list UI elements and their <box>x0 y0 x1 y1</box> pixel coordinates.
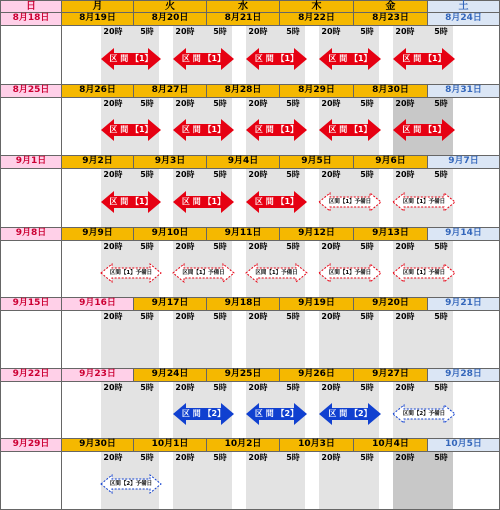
date-cell: 9月14日 <box>427 227 500 241</box>
weekday-header: 水 <box>206 0 280 13</box>
time-label-20: 20時 <box>103 453 123 462</box>
reserve-day-label: 区間【1】予備日 <box>109 270 153 276</box>
reserve-day-label: 区間【1】予備日 <box>182 270 225 276</box>
closure-section-label: 区 間 【1】 <box>254 197 299 206</box>
time-label-5: 5時 <box>213 453 227 462</box>
time-label-5: 5時 <box>360 99 374 108</box>
closure-section-label: 区 間 【1】 <box>181 197 226 206</box>
closure-section-label: 区 間 【1】 <box>181 54 226 63</box>
time-label-5: 5時 <box>360 27 374 36</box>
closure-section-label: 区 間 【2】 <box>328 409 372 418</box>
date-cell: 9月8日 <box>0 227 62 241</box>
time-label-5: 5時 <box>140 453 154 462</box>
weekday-header: 木 <box>279 0 354 13</box>
weekday-header: 金 <box>353 0 428 13</box>
closure-section-label: 区 間 【1】 <box>109 54 153 63</box>
time-label-20: 20時 <box>395 27 415 36</box>
time-label-5: 5時 <box>213 312 227 321</box>
date-cell: 9月21日 <box>427 297 500 311</box>
reserve-day-label: 区間【1】予備日 <box>402 270 446 276</box>
date-cell: 8月26日 <box>61 84 134 98</box>
closure-section-label: 区 間 【1】 <box>328 125 372 134</box>
closure-section-label: 区 間 【1】 <box>402 125 446 134</box>
time-label-20: 20時 <box>321 453 341 462</box>
time-label-20: 20時 <box>103 312 123 321</box>
date-cell: 9月12日 <box>279 227 354 241</box>
time-label-5: 5時 <box>213 27 227 36</box>
time-label-5: 5時 <box>360 170 374 179</box>
date-cell: 9月2日 <box>61 155 134 169</box>
time-label-5: 5時 <box>213 383 227 392</box>
closure-arrows-layer <box>0 451 500 509</box>
time-label-20: 20時 <box>248 170 268 179</box>
time-label-20: 20時 <box>395 453 415 462</box>
time-label-5: 5時 <box>140 312 154 321</box>
date-cell: 8月28日 <box>206 84 280 98</box>
time-label-5: 5時 <box>286 453 300 462</box>
date-cell: 9月25日 <box>206 368 280 382</box>
date-cell: 9月30日 <box>61 438 134 452</box>
weekday-header: 日 <box>0 0 62 13</box>
reserve-day-label: 区間【1】予備日 <box>328 270 372 276</box>
date-cell: 9月23日 <box>61 368 134 382</box>
time-label-5: 5時 <box>286 27 300 36</box>
time-label-20: 20時 <box>175 383 195 392</box>
time-label-5: 5時 <box>286 170 300 179</box>
time-label-20: 20時 <box>103 242 123 251</box>
time-label-5: 5時 <box>140 242 154 251</box>
time-label-20: 20時 <box>248 383 268 392</box>
date-cell: 8月30日 <box>353 84 428 98</box>
time-label-20: 20時 <box>175 27 195 36</box>
time-label-5: 5時 <box>434 99 448 108</box>
date-cell: 9月1日 <box>0 155 62 169</box>
date-cell: 10月3日 <box>279 438 354 452</box>
date-cell: 9月27日 <box>353 368 428 382</box>
weekday-header: 月 <box>61 0 134 13</box>
date-cell: 9月16日 <box>61 297 134 311</box>
time-label-20: 20時 <box>395 242 415 251</box>
time-label-5: 5時 <box>286 99 300 108</box>
date-cell: 8月19日 <box>61 12 134 26</box>
date-cell: 9月20日 <box>353 297 428 311</box>
time-label-20: 20時 <box>175 170 195 179</box>
date-cell: 9月11日 <box>206 227 280 241</box>
reserve-day-label: 区間【1】予備日 <box>255 270 298 276</box>
time-label-20: 20時 <box>321 99 341 108</box>
date-cell: 9月19日 <box>279 297 354 311</box>
time-label-20: 20時 <box>395 312 415 321</box>
weekday-header: 火 <box>133 0 207 13</box>
time-label-20: 20時 <box>248 453 268 462</box>
date-cell: 9月24日 <box>133 368 207 382</box>
closure-section-label: 区 間 【1】 <box>109 125 153 134</box>
time-label-5: 5時 <box>213 99 227 108</box>
time-label-5: 5時 <box>213 170 227 179</box>
time-label-20: 20時 <box>175 453 195 462</box>
time-label-5: 5時 <box>434 453 448 462</box>
time-label-5: 5時 <box>434 242 448 251</box>
time-label-5: 5時 <box>286 312 300 321</box>
time-label-5: 5時 <box>140 27 154 36</box>
date-cell: 9月26日 <box>279 368 354 382</box>
date-cell: 8月27日 <box>133 84 207 98</box>
closure-section-label: 区 間 【2】 <box>254 409 299 418</box>
date-cell: 9月6日 <box>353 155 428 169</box>
date-cell: 9月3日 <box>133 155 207 169</box>
time-label-20: 20時 <box>175 242 195 251</box>
reserve-day-label: 区間【2】予備日 <box>402 411 446 417</box>
time-label-20: 20時 <box>103 383 123 392</box>
date-cell: 9月15日 <box>0 297 62 311</box>
time-label-5: 5時 <box>434 312 448 321</box>
date-cell: 8月22日 <box>279 12 354 26</box>
date-cell: 8月21日 <box>206 12 280 26</box>
time-label-20: 20時 <box>175 99 195 108</box>
date-cell: 8月18日 <box>0 12 62 26</box>
date-cell: 8月24日 <box>427 12 500 26</box>
time-label-5: 5時 <box>360 453 374 462</box>
time-label-20: 20時 <box>321 383 341 392</box>
weekday-header: 土 <box>427 0 500 13</box>
time-label-20: 20時 <box>248 99 268 108</box>
time-label-20: 20時 <box>321 27 341 36</box>
date-cell: 10月2日 <box>206 438 280 452</box>
time-label-20: 20時 <box>103 27 123 36</box>
time-label-20: 20時 <box>321 312 341 321</box>
time-label-20: 20時 <box>321 242 341 251</box>
date-cell: 9月10日 <box>133 227 207 241</box>
closure-section-label: 区 間 【1】 <box>109 197 153 206</box>
date-cell: 8月31日 <box>427 84 500 98</box>
date-cell: 10月4日 <box>353 438 428 452</box>
closure-section-label: 区 間 【1】 <box>254 125 299 134</box>
time-label-5: 5時 <box>360 242 374 251</box>
time-label-20: 20時 <box>395 99 415 108</box>
closure-arrows-layer <box>0 310 500 368</box>
time-label-20: 20時 <box>248 27 268 36</box>
time-label-20: 20時 <box>321 170 341 179</box>
date-cell: 9月4日 <box>206 155 280 169</box>
closure-section-label: 区 間 【2】 <box>181 409 226 418</box>
reserve-day-label: 区間【1】予備日 <box>328 199 372 205</box>
time-label-5: 5時 <box>213 242 227 251</box>
time-label-20: 20時 <box>103 99 123 108</box>
date-cell: 9月28日 <box>427 368 500 382</box>
time-label-5: 5時 <box>140 99 154 108</box>
time-label-5: 5時 <box>140 170 154 179</box>
time-label-20: 20時 <box>103 170 123 179</box>
time-label-5: 5時 <box>140 383 154 392</box>
date-cell: 9月7日 <box>427 155 500 169</box>
date-cell: 9月18日 <box>206 297 280 311</box>
time-label-20: 20時 <box>395 383 415 392</box>
time-label-5: 5時 <box>286 383 300 392</box>
date-cell: 8月29日 <box>279 84 354 98</box>
closure-section-label: 区 間 【1】 <box>254 54 299 63</box>
time-label-5: 5時 <box>360 383 374 392</box>
time-label-5: 5時 <box>360 312 374 321</box>
date-cell: 8月20日 <box>133 12 207 26</box>
closure-section-label: 区 間 【1】 <box>402 54 446 63</box>
time-label-5: 5時 <box>286 242 300 251</box>
time-label-20: 20時 <box>248 242 268 251</box>
time-label-20: 20時 <box>248 312 268 321</box>
date-cell: 8月25日 <box>0 84 62 98</box>
time-label-20: 20時 <box>395 170 415 179</box>
date-cell: 10月5日 <box>427 438 500 452</box>
closure-section-label: 区 間 【1】 <box>328 54 372 63</box>
date-cell: 9月5日 <box>279 155 354 169</box>
reserve-day-label: 区間【1】予備日 <box>402 199 446 205</box>
date-cell: 9月29日 <box>0 438 62 452</box>
time-label-5: 5時 <box>434 27 448 36</box>
date-cell: 9月17日 <box>133 297 207 311</box>
time-label-20: 20時 <box>175 312 195 321</box>
reserve-day-label: 区間【2】予備日 <box>109 481 153 487</box>
date-cell: 9月22日 <box>0 368 62 382</box>
time-label-5: 5時 <box>434 170 448 179</box>
date-cell: 10月1日 <box>133 438 207 452</box>
date-cell: 9月9日 <box>61 227 134 241</box>
date-cell: 8月23日 <box>353 12 428 26</box>
date-cell: 9月13日 <box>353 227 428 241</box>
time-label-5: 5時 <box>434 383 448 392</box>
closure-section-label: 区 間 【1】 <box>181 125 226 134</box>
